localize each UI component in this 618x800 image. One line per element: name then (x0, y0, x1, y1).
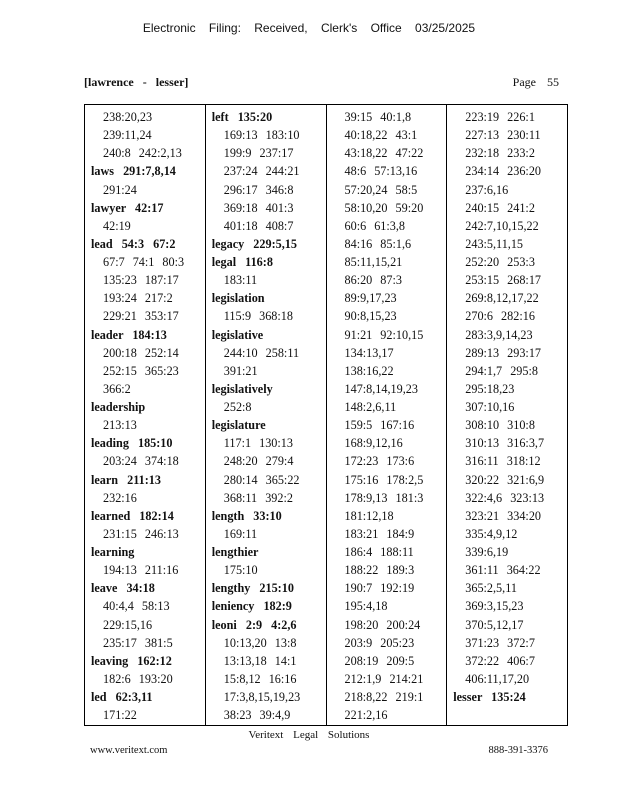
index-page-refs: 58:10,20 59:20 (344, 200, 424, 215)
index-column-2 (205, 105, 326, 725)
index-page-refs: 175:10 (223, 563, 258, 578)
index-term: length 33:10 (211, 508, 282, 523)
index-page-refs: 221:2,16 (344, 708, 388, 723)
index-term: learned 182:14 (91, 508, 174, 523)
index-term: lengthier (211, 545, 259, 559)
index-page-refs: 42:19 (103, 218, 131, 233)
index-column-1 (85, 105, 205, 725)
index-page-refs: 296:17 346:8 (223, 182, 294, 197)
index-page-refs: 269:8,12,17,22 (465, 291, 539, 306)
index-term: leniency 182:9 (211, 599, 292, 614)
index-page-refs: 194:13 211:16 (103, 563, 179, 578)
index-page-refs: 280:14 365:22 (223, 472, 300, 487)
index-page-refs: 365:2,5,11 (465, 581, 517, 596)
word-index-table (84, 104, 568, 726)
index-page-refs: 291:24 (103, 182, 137, 197)
index-term: leading 185:10 (91, 436, 173, 451)
index-page-refs: 67:7 74:1 80:3 (103, 255, 185, 269)
index-page-refs: 13:13,18 14:1 (223, 653, 297, 668)
index-page-refs: 135:23 187:17 (103, 273, 179, 288)
index-page-refs: 48:6 57:13,16 (344, 164, 418, 179)
index-range: [lawrence - lesser] (84, 75, 189, 89)
index-page-refs: 307:10,16 (465, 400, 515, 414)
index-page-refs: 240:15 241:2 (465, 200, 535, 215)
index-page-refs: 232:16 (103, 490, 137, 505)
index-page-refs: 320:22 321:6,9 (465, 472, 545, 487)
index-page-refs: 335:4,9,12 (465, 526, 518, 541)
index-page-refs: 248:20 279:4 (223, 454, 294, 469)
index-term: legacy 229:5,15 (211, 236, 297, 251)
index-page-refs: 138:16,22 (344, 363, 394, 378)
index-page-refs: 181:12,18 (344, 508, 394, 523)
index-page-refs: 283:3,9,14,23 (465, 327, 533, 342)
index-page-refs: 361:11 364:22 (465, 563, 541, 578)
index-page-refs: 190:7 192:19 (344, 581, 415, 596)
index-page-refs: 84:16 85:1,6 (344, 236, 412, 251)
index-term: lengthy 215:10 (211, 581, 294, 596)
index-term: leoni 2:9 4:2,6 (211, 617, 297, 632)
index-page-refs: 212:1,9 214:21 (344, 671, 424, 686)
index-term: leaving 162:12 (91, 653, 172, 668)
index-term: laws 291:7,8,14 (91, 164, 176, 179)
index-page-refs: 199:9 237:17 (223, 146, 294, 161)
index-page-refs: 117:1 130:13 (223, 436, 293, 451)
index-term: legislature (211, 418, 266, 433)
index-term: lead 54:3 67:2 (91, 236, 176, 251)
index-page-refs: 218:8,22 219:1 (344, 690, 424, 704)
index-page-refs: 172:23 173:6 (344, 454, 415, 469)
index-page-refs: 252:8 (223, 400, 252, 414)
index-page-refs: 40:4,4 58:13 (103, 599, 170, 614)
index-page-refs: 406:11,17,20 (465, 671, 530, 686)
index-page-refs: 183:11 (223, 273, 258, 288)
index-term: learn 211:13 (91, 472, 161, 487)
index-page-refs: 308:10 310:8 (465, 418, 535, 433)
index-page-refs: 322:4,6 323:13 (465, 490, 545, 505)
index-page-refs: 401:18 408:7 (223, 218, 294, 233)
footer-company: Veritext Legal Solutions (248, 729, 370, 741)
index-page-refs: 235:17 381:5 (103, 635, 173, 650)
index-page-refs: 369:18 401:3 (223, 200, 294, 215)
index-page-refs: 252:20 253:3 (465, 255, 535, 269)
index-page-refs: 178:9,13 181:3 (344, 490, 424, 505)
index-page-refs: 60:6 61:3,8 (344, 218, 406, 233)
index-page-refs: 227:13 230:11 (465, 128, 541, 143)
index-page-refs: 147:8,14,19,23 (344, 381, 418, 396)
index-page-refs: 242:7,10,15,22 (465, 218, 539, 233)
index-page-refs: 195:4,18 (344, 599, 388, 614)
index-page-refs: 186:4 188:11 (344, 545, 414, 559)
index-page-refs: 134:13,17 (344, 345, 394, 360)
index-page-refs: 171:22 (103, 708, 137, 723)
index-page-refs: 252:15 365:23 (103, 363, 179, 378)
index-page-refs: 223:19 226:1 (465, 110, 535, 124)
index-page-refs: 15:8,12 16:16 (223, 671, 297, 686)
index-term: leadership (91, 400, 146, 414)
index-page-refs: 371:23 372:7 (465, 635, 535, 650)
index-page-refs: 238:20,23 (103, 110, 153, 124)
index-page-refs: 234:14 236:20 (465, 164, 542, 179)
index-page-refs: 310:13 316:3,7 (465, 436, 545, 451)
index-page-refs: 182:6 193:20 (103, 671, 173, 686)
index-page-refs: 17:3,8,15,19,23 (223, 690, 301, 704)
index-page-refs: 85:11,15,21 (344, 255, 403, 269)
index-term: leader 184:13 (91, 327, 167, 342)
index-page-refs: 366:2 (103, 381, 131, 396)
index-page-refs: 372:22 406:7 (465, 653, 535, 668)
index-page-refs: 169:11 (223, 526, 258, 541)
index-page-refs: 237:6,16 (465, 182, 509, 197)
index-page-refs: 43:18,22 47:22 (344, 146, 424, 161)
index-page-refs: 213:13 (103, 418, 137, 433)
index-term: lesser 135:24 (453, 690, 526, 704)
index-page-refs: 10:13,20 13:8 (223, 635, 297, 650)
index-page-refs: 391:21 (223, 363, 258, 378)
index-term: lawyer 42:17 (91, 200, 164, 215)
index-page-refs: 229:21 353:17 (103, 309, 179, 324)
index-term: leave 34:18 (91, 581, 155, 596)
index-page-refs: 229:15,16 (103, 617, 153, 632)
index-page-refs: 270:6 282:16 (465, 309, 535, 324)
page-number: Page 55 (512, 75, 559, 89)
index-term: learning (91, 545, 135, 559)
index-page-refs: 368:11 392:2 (223, 490, 293, 505)
index-page-refs: 208:19 209:5 (344, 653, 415, 668)
index-column-3 (326, 105, 447, 725)
index-page-refs: 339:6,19 (465, 545, 509, 559)
index-page-refs: 369:3,15,23 (465, 599, 524, 614)
index-page-refs: 239:11,24 (103, 128, 152, 143)
index-page-refs: 39:15 40:1,8 (344, 110, 412, 124)
index-page-refs: 237:24 244:21 (223, 164, 300, 179)
index-page-refs: 294:1,7 295:8 (465, 363, 538, 378)
index-page-refs: 253:15 268:17 (465, 273, 542, 288)
index-page-refs: 183:21 184:9 (344, 526, 415, 541)
index-page-refs: 203:24 374:18 (103, 454, 179, 469)
index-page-refs: 295:18,23 (465, 381, 515, 396)
index-page-refs: 243:5,11,15 (465, 236, 524, 251)
index-page-refs: 323:21 334:20 (465, 508, 542, 523)
index-page-refs: 90:8,15,23 (344, 309, 397, 324)
index-page-refs: 169:13 183:10 (223, 128, 300, 143)
index-page-refs: 148:2,6,11 (344, 400, 397, 414)
index-page-refs: 57:20,24 58:5 (344, 182, 418, 197)
index-term: left 135:20 (211, 110, 273, 124)
index-term: legislative (211, 327, 264, 342)
index-term: legislatively (211, 381, 273, 396)
index-page-refs: 198:20 200:24 (344, 617, 421, 632)
filing-stamp: Electronic Filing: Received, Clerk's Office 03/25/2025 (142, 21, 476, 35)
index-page-refs: 91:21 92:10,15 (344, 327, 424, 342)
index-page-refs: 38:23 39:4,9 (223, 708, 291, 723)
index-page-refs: 240:8 242:2,13 (103, 146, 182, 161)
index-page-refs: 168:9,12,16 (344, 436, 403, 451)
index-page-refs: 244:10 258:11 (223, 345, 300, 360)
index-page-refs: 40:18,22 43:1 (344, 128, 418, 143)
footer-website: www.veritext.com (90, 745, 168, 756)
index-page-refs: 203:9 205:23 (344, 635, 415, 650)
index-page-refs: 316:11 318:12 (465, 454, 541, 469)
footer-phone: 888-391-3376 (488, 745, 548, 756)
index-term: legal 116:8 (211, 255, 273, 269)
index-page-refs: 200:18 252:14 (103, 345, 179, 360)
index-term: legislation (211, 291, 265, 306)
index-page-refs: 89:9,17,23 (344, 291, 397, 306)
index-page-refs: 175:16 178:2,5 (344, 472, 424, 487)
index-page-refs: 232:18 233:2 (465, 146, 535, 161)
index-page-refs: 159:5 167:16 (344, 418, 415, 433)
index-page-refs: 370:5,12,17 (465, 617, 524, 632)
index-page-refs: 231:15 246:13 (103, 526, 179, 541)
index-term: led 62:3,11 (91, 690, 153, 704)
index-page-refs: 193:24 217:2 (103, 291, 173, 306)
index-column-4 (446, 105, 567, 725)
index-page-refs: 115:9 368:18 (223, 309, 293, 324)
index-page-refs: 289:13 293:17 (465, 345, 542, 360)
index-page-refs: 86:20 87:3 (344, 273, 402, 288)
index-page-refs: 188:22 189:3 (344, 563, 415, 578)
